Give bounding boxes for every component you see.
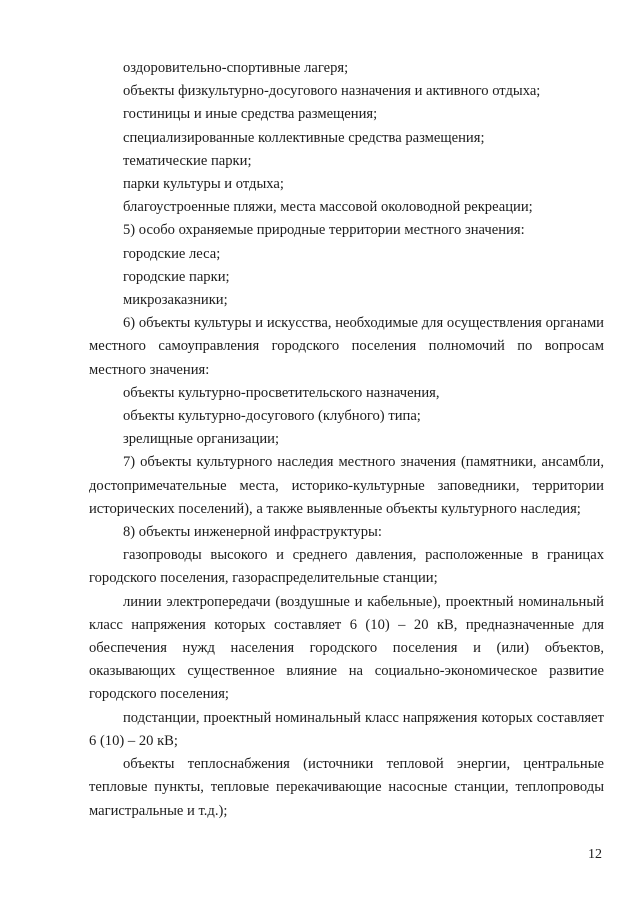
list-item-gas-pipelines: газопроводы высокого и среднего давления, расположенные в границах городского поселения, газораспределительные станции; <box>89 547 604 587</box>
list-item-beaches: благоустроенные пляжи, места массовой околоводной рекреации; <box>123 199 533 216</box>
list-item-sport-leisure-objects: объекты физкультурно-досугового назначения и активного отдыха; <box>123 83 541 100</box>
section-6-heading: 6) объекты культуры и искусства, необходимые для осуществления органами местного самоуправления городского поселения полномочий по вопросам местного значения: <box>89 315 604 378</box>
list-item-culture-parks: парки культуры и отдыха; <box>123 176 284 193</box>
list-item-entertainment: зрелищные организации; <box>123 431 280 448</box>
page-number: 12 <box>588 847 602 862</box>
list-item-micro-reserves: микрозаказники; <box>123 292 228 309</box>
list-item-club-objects: объекты культурно-досугового (клубного) типа; <box>123 408 421 425</box>
list-item-hotels: гостиницы и иные средства размещения; <box>123 106 378 123</box>
document-body <box>89 57 604 823</box>
list-item-health-camps: оздоровительно-спортивные лагеря; <box>123 60 349 76</box>
list-item-cultural-education: объекты культурно-просветительского назначения, <box>123 384 440 401</box>
section-8-heading: 8) объекты инженерной инфраструктуры: <box>123 524 382 541</box>
list-item-substations: подстанции, проектный номинальный класс напряжения которых составляет 6 (10) – 20 кВ; <box>89 709 604 749</box>
list-item-theme-parks: тематические парки; <box>123 152 252 169</box>
section-7-heading: 7) объекты культурного наследия местного значения (памятники, ансамбли, достопримечательные места, историко-культурные заповедники, территории исторических поселений), а также выявленные объекты культурного наследия; <box>89 454 604 517</box>
list-item-power-lines: линии электропередачи (воздушные и кабельные), проектный номинальный класс напряжения которых составляет 6 (10) – 20 кВ, предназначенные для обеспечения нужд населения городского поселения и (или) объектов, оказывающих существенное влияние на социально-экономическое развитие городского поселения; <box>89 593 604 703</box>
list-item-city-parks: городские парки; <box>123 268 230 285</box>
section-5-heading: 5) особо охраняемые природные территории местного значения: <box>123 222 525 239</box>
list-item-heat-supply: объекты теплоснабжения (источники тепловой энергии, центральные тепловые пункты, тепловые перекачивающие насосные станции, теплопроводы магистральные и т.д.); <box>89 756 604 819</box>
list-item-city-forests: городские леса; <box>123 245 221 262</box>
list-item-collective-accommodation: специализированные коллективные средства размещения; <box>123 129 485 146</box>
